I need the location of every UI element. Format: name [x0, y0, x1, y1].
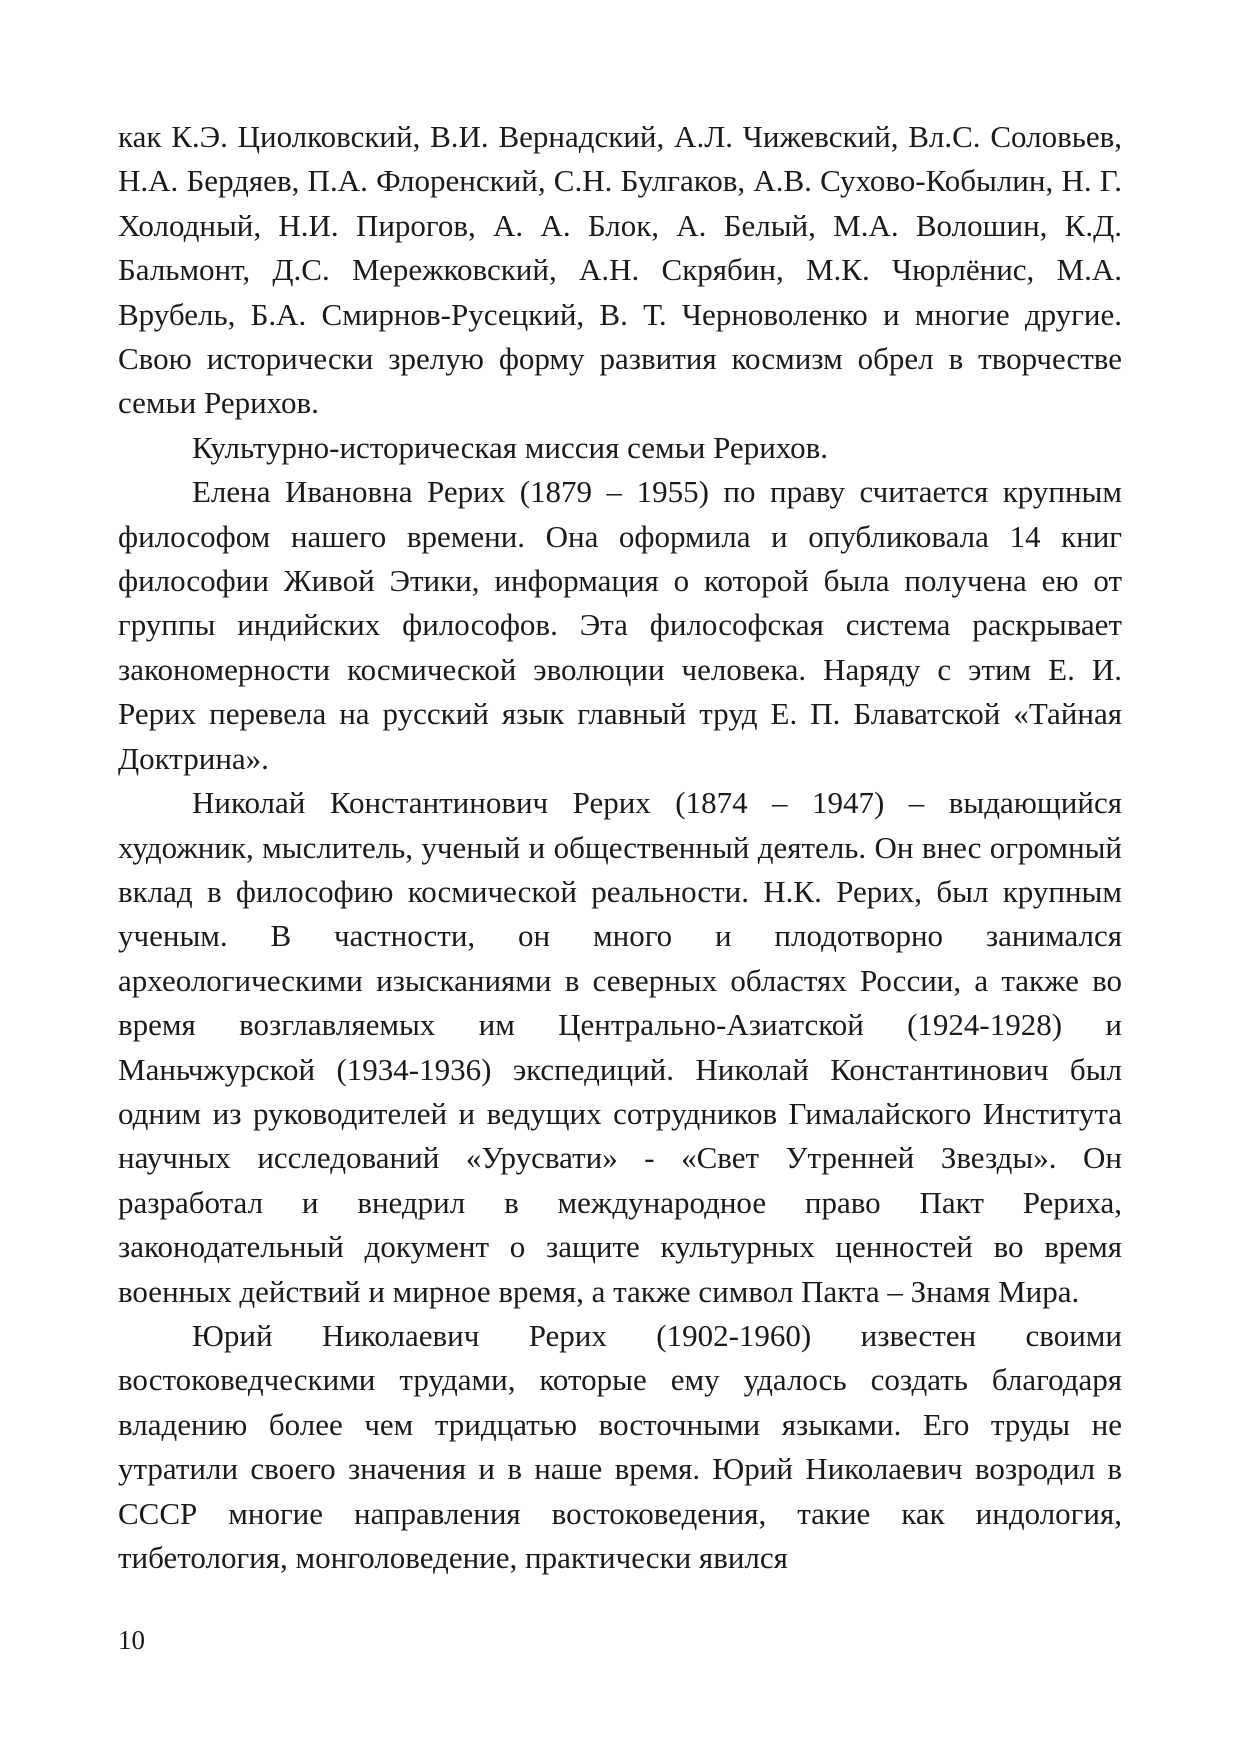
- paragraph-elena-roerich: Елена Ивановна Рерих (1879 – 1955) по праву считается крупным философом нашего времени. Она оформила и опубликовала 14 книг философии Живой Этики, информация о которой была получена ею от группы индийских философов. Эта философская система раскрывает закономерности космической эволюции человека. Наряду с этим Е. И. Рерих перевела на русский язык главный труд Е. П. Блаватской «Тайная Доктрина».: [118, 474, 1122, 776]
- body-text: [118, 115, 1122, 1580]
- page-number: 10: [118, 1625, 145, 1655]
- section-heading-roerich-mission: Культурно-историческая миссия семьи Рерихов.: [192, 429, 828, 465]
- paragraph-nicholas-roerich: Николай Константинович Рерих (1874 – 1947) – выдающийся художник, мыслитель, ученый и общественный деятель. Он внес огромный вклад в философию космической реальности. Н.К. Рерих, был крупным ученым. В частности, он много и плодотворно занимался археологическими изысканиями в северных областях России, а также во время возглавляемых им Центрально-Азиатской (1924-1928) и Маньчжурской (1934-1936) экспедиций. Николай Константинович был одним из руководителей и ведущих сотрудников Гималайского Института научных исследований «Урусвати» - «Свет Утренней Звезды». Он разработал и внедрил в международное право Пакт Рериха, законодательный документ о защите культурных ценностей во время военных действий и мирное время, а также символ Пакта – Знамя Мира.: [118, 785, 1122, 1309]
- paragraph-yuri-roerich: Юрий Николаевич Рерих (1902-1960) известен своими востоковедческими трудами, которые ему удалось создать благодаря владению более чем тридцатью восточными языками. Его труды не утратили своего значения и в наше время. Юрий Николаевич возродил в СССР многие направления востоковедения, такие как индология, тибетология, монголоведение, практически явился: [118, 1317, 1122, 1575]
- paragraph-cosmism-continuation: как К.Э. Циолковский, В.И. Вернадский, А.Л. Чижевский, Вл.С. Соловьев, Н.А. Бердяев, П.А. Флоренский, С.Н. Булгаков, А.В. Сухово-Кобылин, Н. Г. Холодный, Н.И. Пирогов, А. А. Блок, А. Белый, М.А. Волошин, К.Д. Бальмонт, Д.С. Мережковский, А.Н. Скрябин, М.К. Чюрлёнис, М.А. Врубель, Б.А. Смирнов-Русецкий, В. Т. Черноволенко и многие другие. Свою исторически зрелую форму развития космизм обрел в творчестве семьи Рерихов.: [118, 119, 1122, 421]
